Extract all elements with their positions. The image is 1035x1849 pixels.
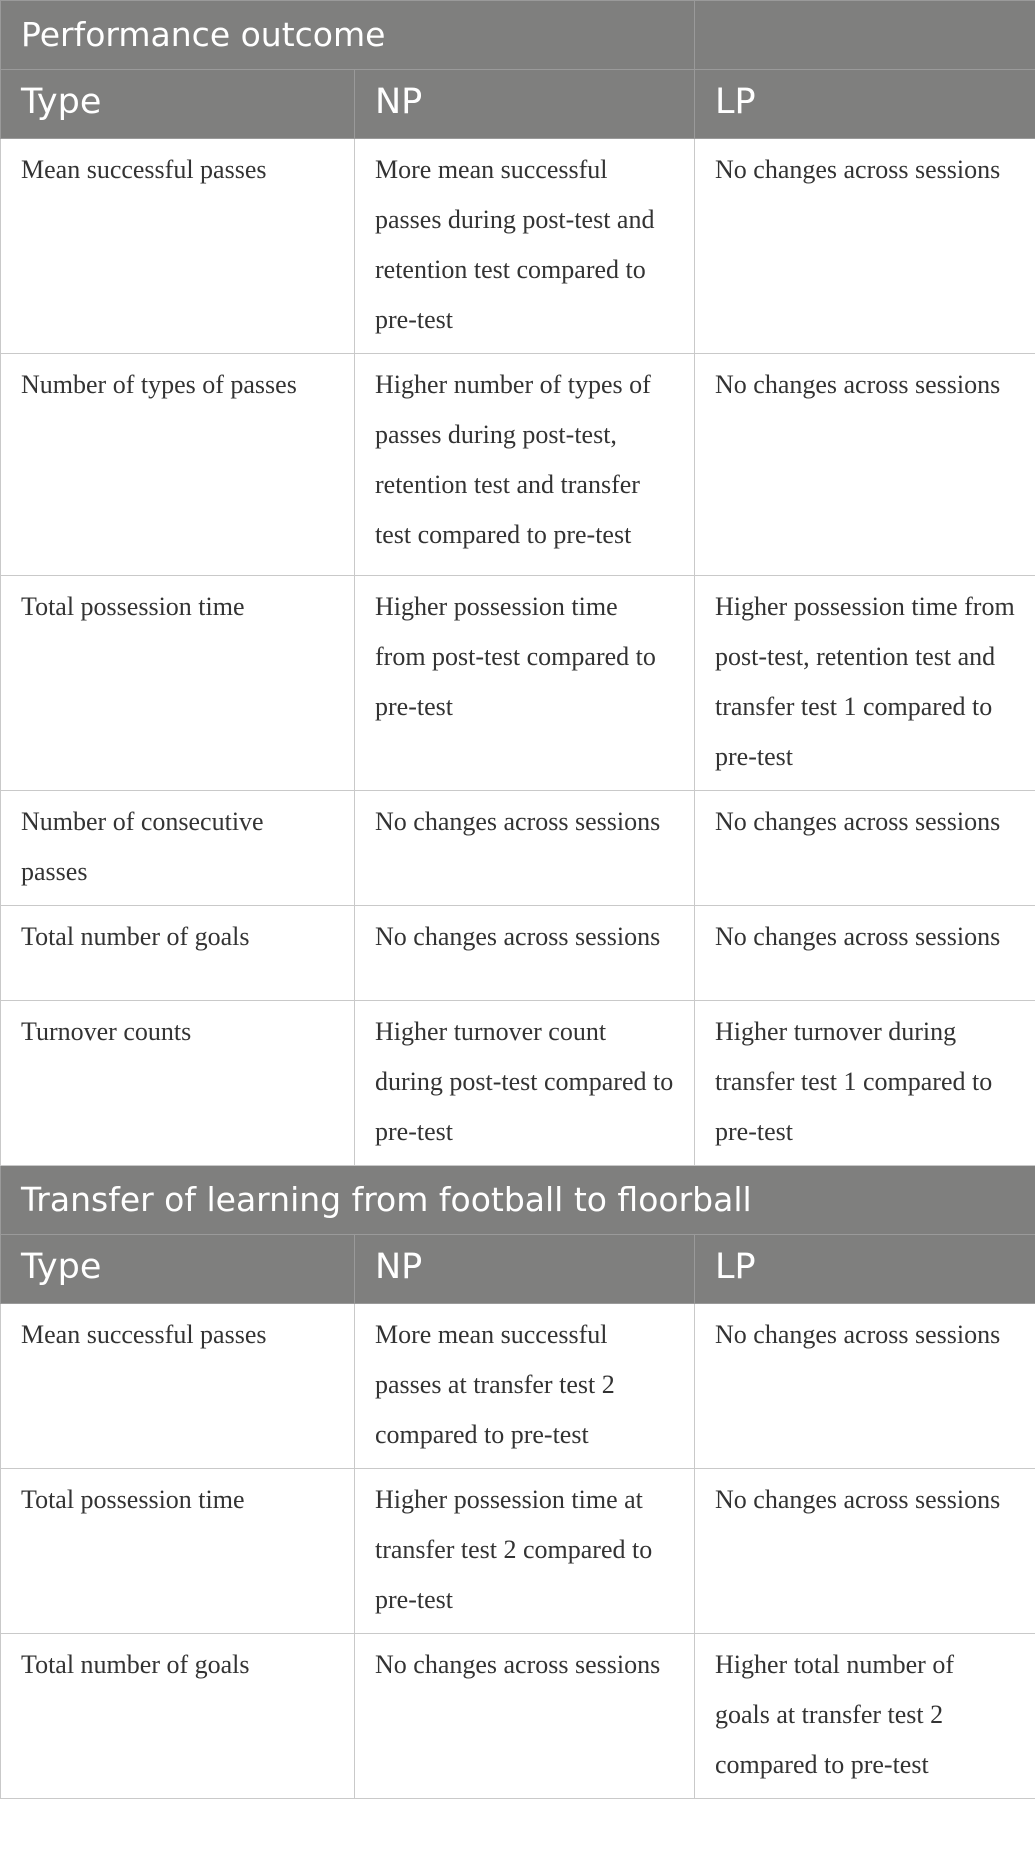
cell-np: Higher turnover count during post-test compared to pre-test [355, 1001, 695, 1166]
cell-np: No changes across sessions [355, 906, 695, 1001]
column-header-np: NP [355, 70, 695, 139]
cell-lp: Higher total number of goals at transfer test 2 compared to pre-test [695, 1634, 1035, 1799]
cell-type: Number of consecutive passes [1, 791, 355, 906]
table-row [1, 576, 1035, 791]
section-title-row [1, 1166, 1035, 1235]
cell-type: Number of types of passes [1, 354, 355, 576]
cell-type: Total possession time [1, 576, 355, 791]
column-header-row [1, 70, 1035, 139]
table-row [1, 1634, 1035, 1799]
cell-np: Higher possession time from post-test compared to pre-test [355, 576, 695, 791]
section-title-empty-cell [695, 1, 1035, 70]
column-header-lp: LP [695, 1235, 1035, 1304]
cell-lp: Higher turnover during transfer test 1 compared to pre-test [695, 1001, 1035, 1166]
column-header-np: NP [355, 1235, 695, 1304]
cell-np: More mean successful passes during post-test and retention test compared to pre-test [355, 139, 695, 354]
cell-lp: No changes across sessions [695, 354, 1035, 576]
section-title: Transfer of learning from football to floorball [1, 1166, 1035, 1235]
column-header-type: Type [1, 70, 355, 139]
cell-lp: No changes across sessions [695, 906, 1035, 1001]
cell-lp: No changes across sessions [695, 139, 1035, 354]
cell-type: Mean successful passes [1, 1304, 355, 1469]
cell-np: Higher number of types of passes during post-test, retention test and transfer test compared to pre-test [355, 354, 695, 576]
table-row [1, 1304, 1035, 1469]
table-row [1, 139, 1035, 354]
cell-np: Higher possession time at transfer test 2 compared to pre-test [355, 1469, 695, 1634]
table-row [1, 354, 1035, 576]
cell-type: Turnover counts [1, 1001, 355, 1166]
table-row [1, 791, 1035, 906]
table-row [1, 1469, 1035, 1634]
section-title: Performance outcome [1, 1, 695, 70]
cell-type: Total possession time [1, 1469, 355, 1634]
cell-np: No changes across sessions [355, 1634, 695, 1799]
cell-np: No changes across sessions [355, 791, 695, 906]
cell-np: More mean successful passes at transfer test 2 compared to pre-test [355, 1304, 695, 1469]
cell-lp: Higher possession time from post-test, retention test and transfer test 1 compared to pre-test [695, 576, 1035, 791]
cell-type: Total number of goals [1, 906, 355, 1001]
table-row [1, 906, 1035, 1001]
cell-lp: No changes across sessions [695, 791, 1035, 906]
cell-lp: No changes across sessions [695, 1304, 1035, 1469]
column-header-lp: LP [695, 70, 1035, 139]
column-header-row [1, 1235, 1035, 1304]
cell-type: Total number of goals [1, 1634, 355, 1799]
cell-type: Mean successful passes [1, 139, 355, 354]
column-header-type: Type [1, 1235, 355, 1304]
table-row [1, 1001, 1035, 1166]
cell-lp: No changes across sessions [695, 1469, 1035, 1634]
section-title-row [1, 1, 1035, 70]
